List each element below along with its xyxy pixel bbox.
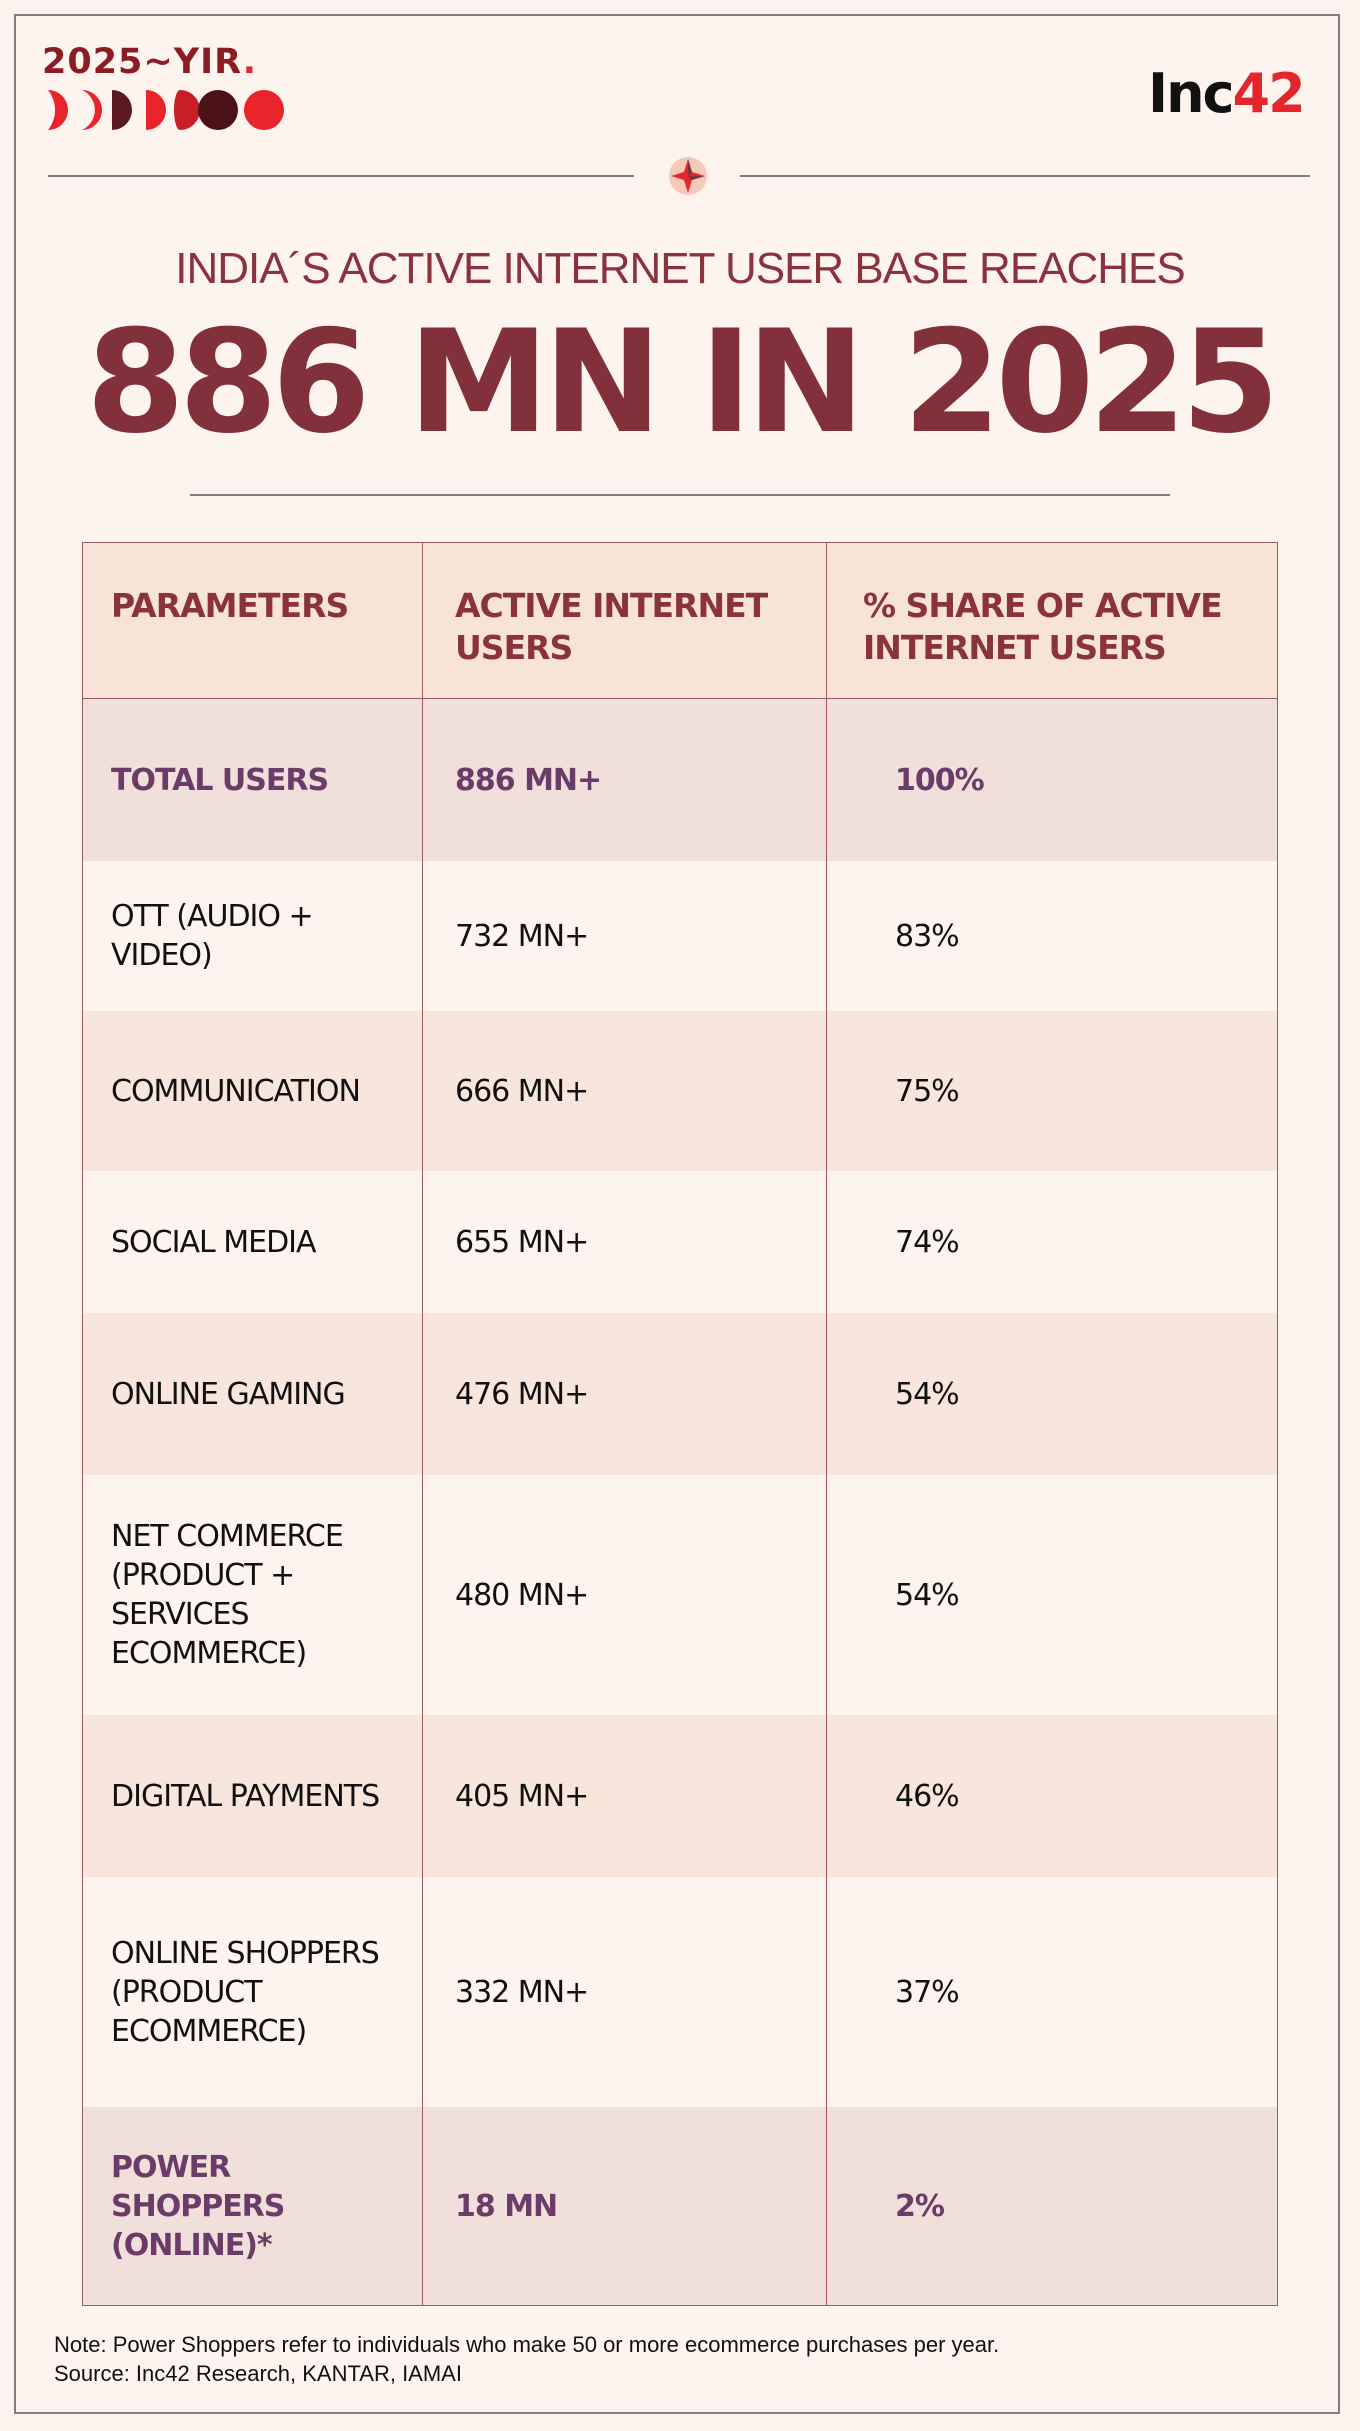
row-share: 83% (895, 918, 959, 954)
row-share: 37% (895, 1974, 959, 2010)
page-headline: 886 MN IN 2025 (86, 300, 1274, 465)
table-row (83, 1313, 1277, 1475)
table-header-row (83, 543, 1277, 699)
row-share: 75% (895, 1073, 959, 1109)
row-active-users: 332 MN+ (423, 1877, 827, 2107)
row-parameter: SOCIAL MEDIA (83, 1171, 423, 1313)
row-share: 54% (895, 1376, 959, 1412)
row-share: 54% (895, 1577, 959, 1613)
row-share: 74% (895, 1224, 959, 1260)
table-row (83, 1475, 1277, 1715)
row-parameter: TOTAL USERS (83, 699, 423, 861)
top-divider-left (48, 175, 634, 177)
row-active-users: 666 MN+ (423, 1011, 827, 1171)
row-active-users: 480 MN+ (423, 1475, 827, 1715)
inc42-logo: Inc42 (1148, 62, 1304, 125)
table-row (83, 699, 1277, 861)
row-active-users: 732 MN+ (423, 861, 827, 1011)
page-subtitle: INDIA´S ACTIVE INTERNET USER BASE REACHES (175, 244, 1185, 293)
table-row (83, 861, 1277, 1011)
data-table (82, 542, 1278, 2306)
row-active-users: 405 MN+ (423, 1715, 827, 1877)
row-active-users: 18 MN (423, 2107, 827, 2305)
yir-logo-text: 2025~YIR. (42, 42, 258, 82)
moon-phases-icon (42, 88, 292, 132)
row-parameter: DIGITAL PAYMENTS (83, 1715, 423, 1877)
yir-logo (42, 42, 292, 136)
top-divider-right (740, 175, 1310, 177)
row-parameter: COMMUNICATION (83, 1011, 423, 1171)
row-parameter: NET COMMERCE (PRODUCT + SERVICES ECOMMERCE) (83, 1475, 423, 1715)
row-active-users: 476 MN+ (423, 1313, 827, 1475)
row-active-users: 655 MN+ (423, 1171, 827, 1313)
row-share: 46% (895, 1778, 959, 1814)
table-row (83, 1011, 1277, 1171)
table-row (83, 1715, 1277, 1877)
title-divider (190, 494, 1170, 496)
row-share: 100% (895, 762, 984, 798)
row-share: 2% (895, 2188, 944, 2224)
row-parameter: ONLINE SHOPPERS (PRODUCT ECOMMERCE) (83, 1877, 423, 2107)
row-parameter: ONLINE GAMING (83, 1313, 423, 1475)
footer-source: Source: Inc42 Research, KANTAR, IAMAI (54, 2361, 462, 2386)
column-header-parameters: PARAMETERS (83, 543, 423, 698)
row-active-users: 886 MN+ (423, 699, 827, 861)
table-row (83, 1877, 1277, 2107)
row-parameter: POWER SHOPPERS (ONLINE)* (83, 2107, 423, 2305)
column-header-share: % SHARE OF ACTIVE INTERNET USERS (863, 586, 1222, 667)
column-header-active-users: ACTIVE INTERNET USERS (423, 543, 827, 698)
footer (54, 2330, 999, 2388)
footer-note: Note: Power Shoppers refer to individuals who make 50 or more ecommerce purchases per year. (54, 2332, 1000, 2357)
table-row (83, 2107, 1277, 2305)
table-row (83, 1171, 1277, 1313)
star-emblem-icon (668, 156, 708, 196)
row-parameter: OTT (AUDIO + VIDEO) (83, 861, 423, 1011)
